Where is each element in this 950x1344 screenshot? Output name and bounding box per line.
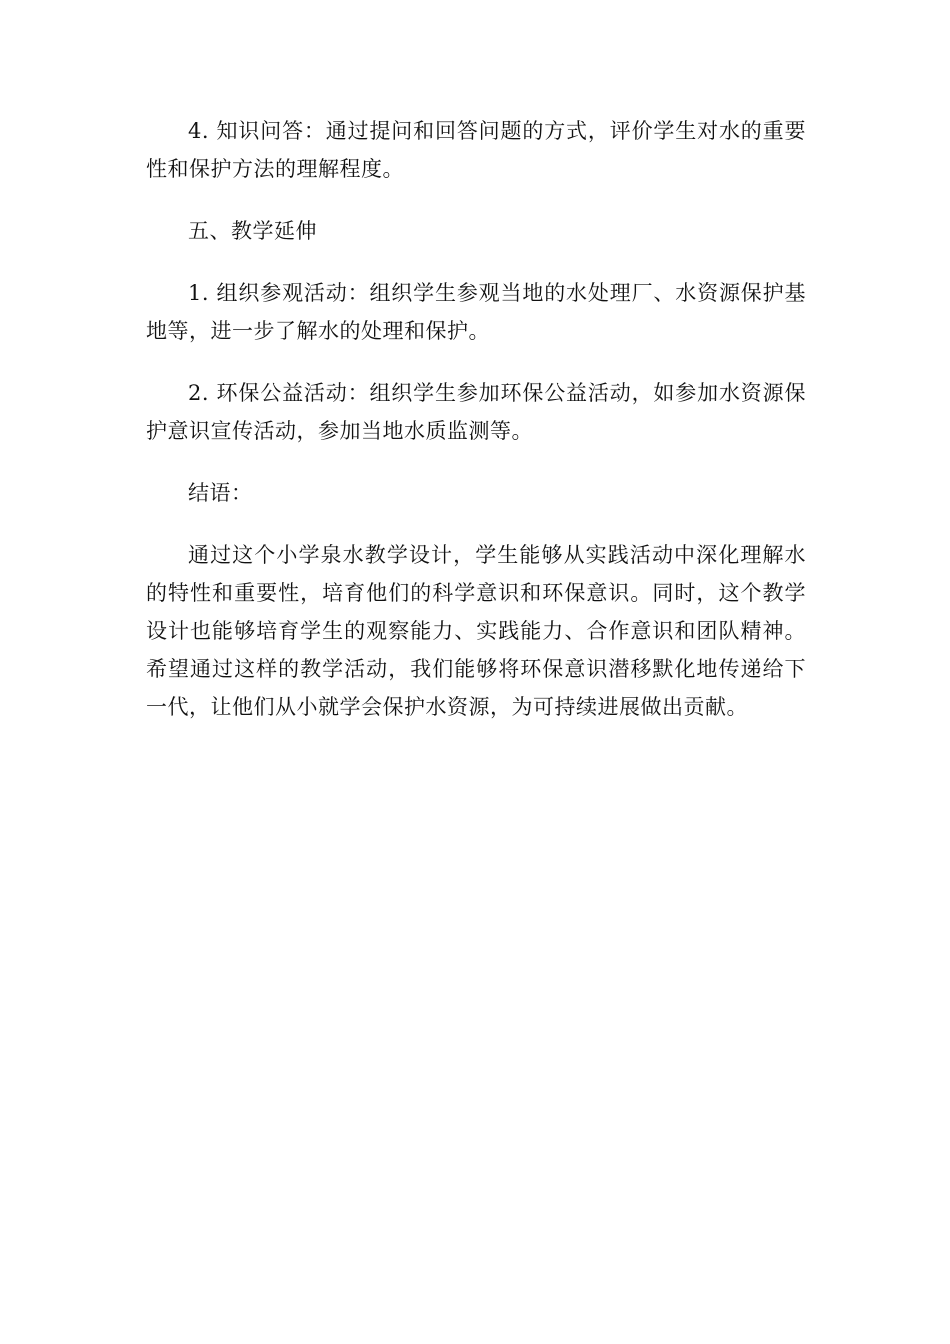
document-body [146, 112, 806, 750]
paragraph-conclusion-body: 通过这个小学泉水教学设计，学生能够从实践活动中深化理解水的特性和重要性，培育他们的科学意识和环保意识。同时，这个教学设计也能够培育学生的观察能力、实践能力、合作意识和团队精神。希望通过这样的教学活动，我们能够将环保意识潜移默化地传递给下一代，让他们从小就学会保护水资源，为可持续进展做出贡献。 [146, 543, 806, 719]
paragraph-field-trip: 1. 组织参观活动：组织学生参观当地的水处理厂、水资源保护基地等，进一步了解水的处理和保护。 [146, 281, 806, 343]
section-heading-teaching-extension: 五、教学延伸 [188, 219, 317, 243]
section-heading-conclusion: 结语： [188, 481, 253, 505]
paragraph-knowledge-quiz: 4. 知识问答：通过提问和回答问题的方式，评价学生对水的重要性和保护方法的理解程度。 [146, 119, 806, 181]
paragraph-public-welfare: 2. 环保公益活动：组织学生参加环保公益活动，如参加水资源保护意识宣传活动，参加当地水质监测等。 [146, 381, 806, 443]
